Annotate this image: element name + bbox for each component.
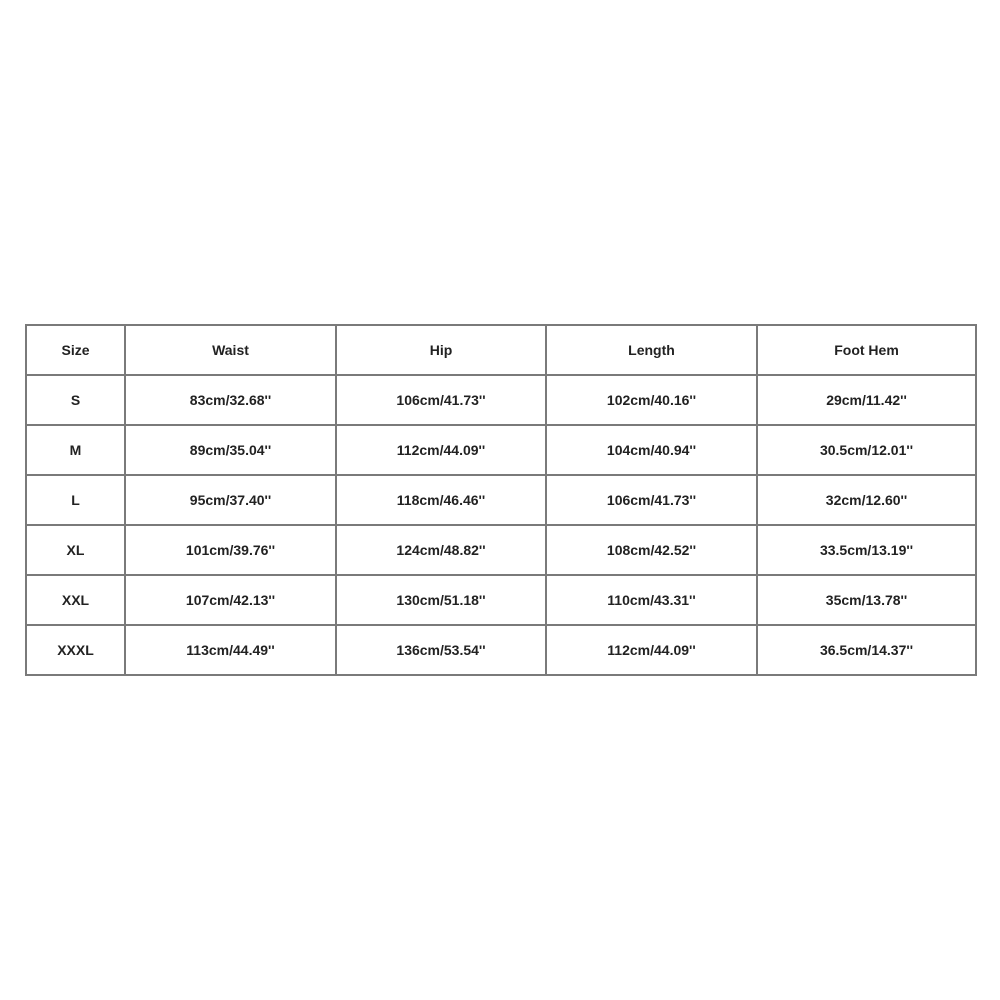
table-row — [26, 475, 976, 525]
cell-size: XXL — [26, 575, 125, 625]
cell-foot-hem: 29cm/11.42'' — [757, 375, 976, 425]
cell-size: S — [26, 375, 125, 425]
cell-size: M — [26, 425, 125, 475]
table-row — [26, 425, 976, 475]
cell-hip: 118cm/46.46'' — [336, 475, 546, 525]
cell-length: 102cm/40.16'' — [546, 375, 757, 425]
cell-length: 110cm/43.31'' — [546, 575, 757, 625]
cell-length: 104cm/40.94'' — [546, 425, 757, 475]
table-row — [26, 375, 976, 425]
cell-foot-hem: 32cm/12.60'' — [757, 475, 976, 525]
header-size: Size — [26, 325, 125, 375]
cell-waist: 95cm/37.40'' — [125, 475, 336, 525]
cell-hip: 136cm/53.54'' — [336, 625, 546, 675]
table-header-row — [26, 325, 976, 375]
table-row — [26, 625, 976, 675]
cell-waist: 113cm/44.49'' — [125, 625, 336, 675]
cell-waist: 101cm/39.76'' — [125, 525, 336, 575]
cell-foot-hem: 36.5cm/14.37'' — [757, 625, 976, 675]
cell-hip: 130cm/51.18'' — [336, 575, 546, 625]
header-hip: Hip — [336, 325, 546, 375]
cell-hip: 112cm/44.09'' — [336, 425, 546, 475]
cell-size: L — [26, 475, 125, 525]
cell-length: 108cm/42.52'' — [546, 525, 757, 575]
cell-foot-hem: 35cm/13.78'' — [757, 575, 976, 625]
header-foot-hem: Foot Hem — [757, 325, 976, 375]
cell-waist: 107cm/42.13'' — [125, 575, 336, 625]
table-row — [26, 525, 976, 575]
cell-hip: 124cm/48.82'' — [336, 525, 546, 575]
cell-length: 106cm/41.73'' — [546, 475, 757, 525]
cell-hip: 106cm/41.73'' — [336, 375, 546, 425]
cell-waist: 89cm/35.04'' — [125, 425, 336, 475]
cell-size: XXXL — [26, 625, 125, 675]
header-waist: Waist — [125, 325, 336, 375]
cell-foot-hem: 33.5cm/13.19'' — [757, 525, 976, 575]
table-row — [26, 575, 976, 625]
cell-length: 112cm/44.09'' — [546, 625, 757, 675]
cell-size: XL — [26, 525, 125, 575]
cell-waist: 83cm/32.68'' — [125, 375, 336, 425]
header-length: Length — [546, 325, 757, 375]
cell-foot-hem: 30.5cm/12.01'' — [757, 425, 976, 475]
size-chart-table — [25, 324, 977, 676]
